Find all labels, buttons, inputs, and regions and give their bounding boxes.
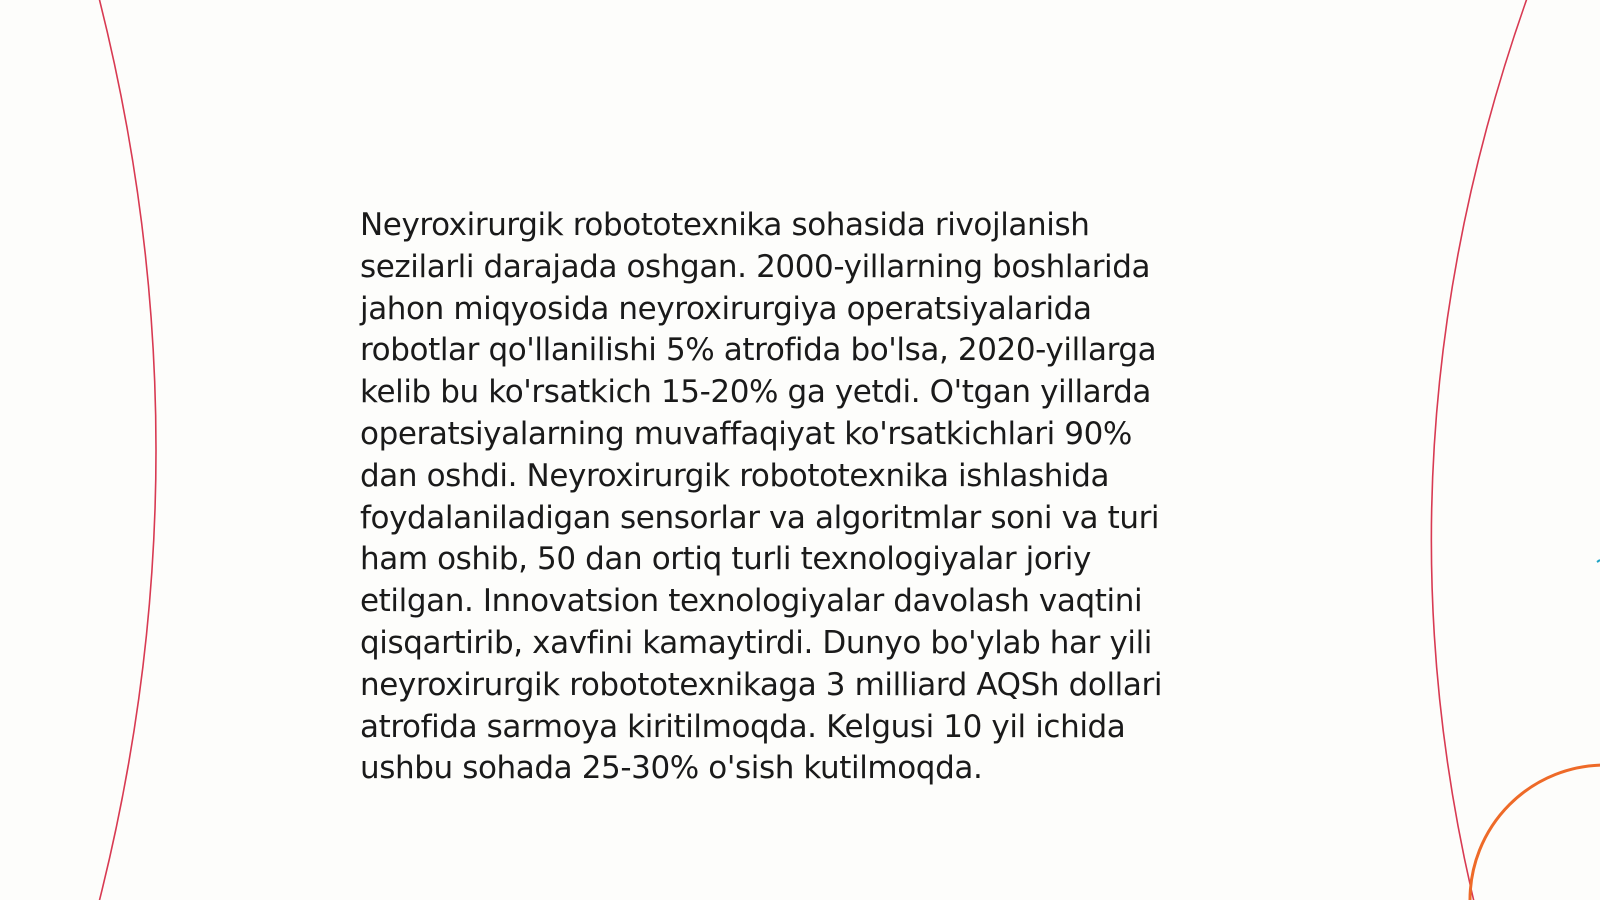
left-red-arc [97,0,156,900]
right-red-arc [1431,0,1530,900]
paragraph-line: kelib bu ko'rsatkich 15-20% ga yetdi. O'tgan yillarda [360,374,1151,411]
paragraph-line: sezilarli darajada oshgan. 2000-yillarning boshlarida [360,248,1151,285]
paragraph-line: foydalaniladigan sensorlar va algoritmlar soni va turi [360,499,1160,536]
paragraph-line: neyroxirurgik robototexnikaga 3 milliard AQSh dollari [360,666,1163,703]
paragraph-line: dan oshdi. Neyroxirurgik robototexnika ishlashida [360,457,1110,494]
paragraph-line: robotlar qo'llanilishi 5% atrofida bo'lsa, 2020-yillarga [360,332,1157,369]
body-paragraph [360,205,1240,790]
paragraph-line: jahon miqyosida neyroxirurgiya operatsiyalarida [360,290,1092,327]
paragraph-line: qisqartirib, xavfini kamaytirdi. Dunyo bo'ylab har yili [360,624,1153,661]
paragraph-line: etilgan. Innovatsion texnologiyalar davolash vaqtini [360,583,1143,620]
paragraph-line: atrofida sarmoya kiritilmoqda. Kelgusi 10 yil ichida [360,708,1126,745]
paragraph-line: ushbu sohada 25-30% o'sish kutilmoqda. [360,750,983,787]
paragraph-line: operatsiyalarning muvaffaqiyat ko'rsatkichlari 90% [360,415,1132,452]
orange-circle-arc [1470,765,1600,900]
paragraph-line: Neyroxirurgik robototexnika sohasida rivojlanish [360,207,1090,243]
paragraph-line: ham oshib, 50 dan ortiq turli texnologiyalar joriy [360,541,1091,578]
